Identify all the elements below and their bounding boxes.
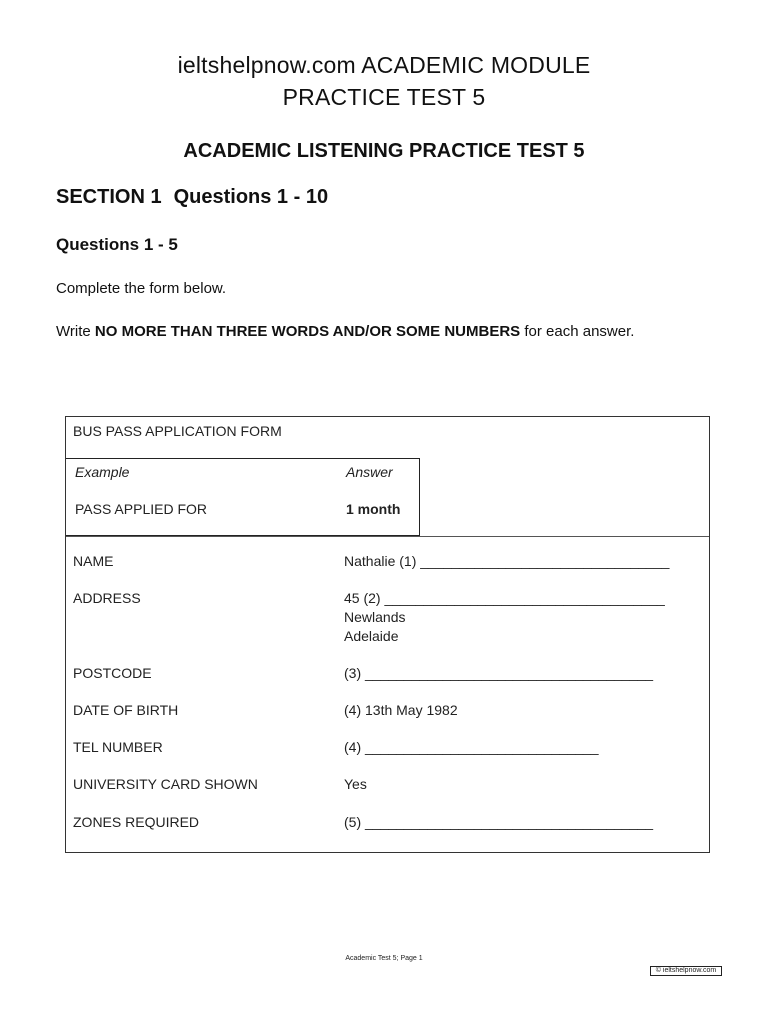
field-label-address: ADDRESS: [73, 590, 141, 606]
field-label-tel-number: TEL NUMBER: [73, 739, 163, 755]
answer-label: Answer: [346, 464, 393, 480]
field-value-address-line-3: Adelaide: [344, 628, 399, 644]
field-value-name: Nathalie (1) ________________________________: [344, 553, 670, 569]
instruction-word-limit: NO MORE THAN THREE WORDS AND/OR SOME NUMBERS: [94, 323, 521, 340]
field-value-zones-required: (5) _____________________________________: [344, 814, 654, 830]
test-subtitle: ACADEMIC LISTENING PRACTICE TEST 5: [183, 140, 585, 162]
field-value-address: 45 (2) ____________________________________: [344, 590, 665, 606]
questions-heading: Questions 1 - 5: [56, 235, 178, 254]
field-label-zones-required: ZONES REQUIRED: [73, 814, 200, 830]
instruction-write-suffix: for each answer.: [520, 323, 635, 340]
form-title: BUS PASS APPLICATION FORM: [73, 423, 282, 439]
example-answer: 1 month: [346, 501, 401, 517]
field-label-date-of-birth: DATE OF BIRTH: [73, 702, 179, 718]
instruction-complete: Complete the form below.: [56, 280, 227, 297]
field-value-address-line-2: Newlands: [344, 609, 406, 625]
section-range: Questions 1 - 10: [173, 186, 329, 208]
field-label-postcode: POSTCODE: [73, 665, 152, 681]
field-value-postcode: (3) _____________________________________: [344, 665, 654, 681]
page-title-line-2: PRACTICE TEST 5: [282, 84, 486, 110]
field-value-date-of-birth: (4) 13th May 1982: [344, 702, 458, 718]
section-heading: [56, 186, 328, 209]
instruction-write-prefix: Write: [56, 323, 95, 340]
field-label-name: NAME: [73, 553, 114, 569]
copyright-badge: © ieltshelpnow.com: [650, 966, 722, 976]
example-label: Example: [75, 464, 130, 480]
page-title-line-1: ieltshelpnow.com ACADEMIC MODULE: [177, 52, 591, 78]
field-label-university-card: UNIVERSITY CARD SHOWN: [73, 776, 258, 792]
field-value-tel-number: (4) ______________________________: [344, 739, 599, 755]
field-value-university-card: Yes: [344, 776, 367, 792]
instruction-write: [56, 321, 696, 342]
section-label: SECTION 1: [56, 186, 162, 208]
page-footer: Academic Test 5; Page 1: [345, 955, 423, 962]
example-field: PASS APPLIED FOR: [75, 501, 208, 517]
form-divider: [66, 536, 709, 537]
